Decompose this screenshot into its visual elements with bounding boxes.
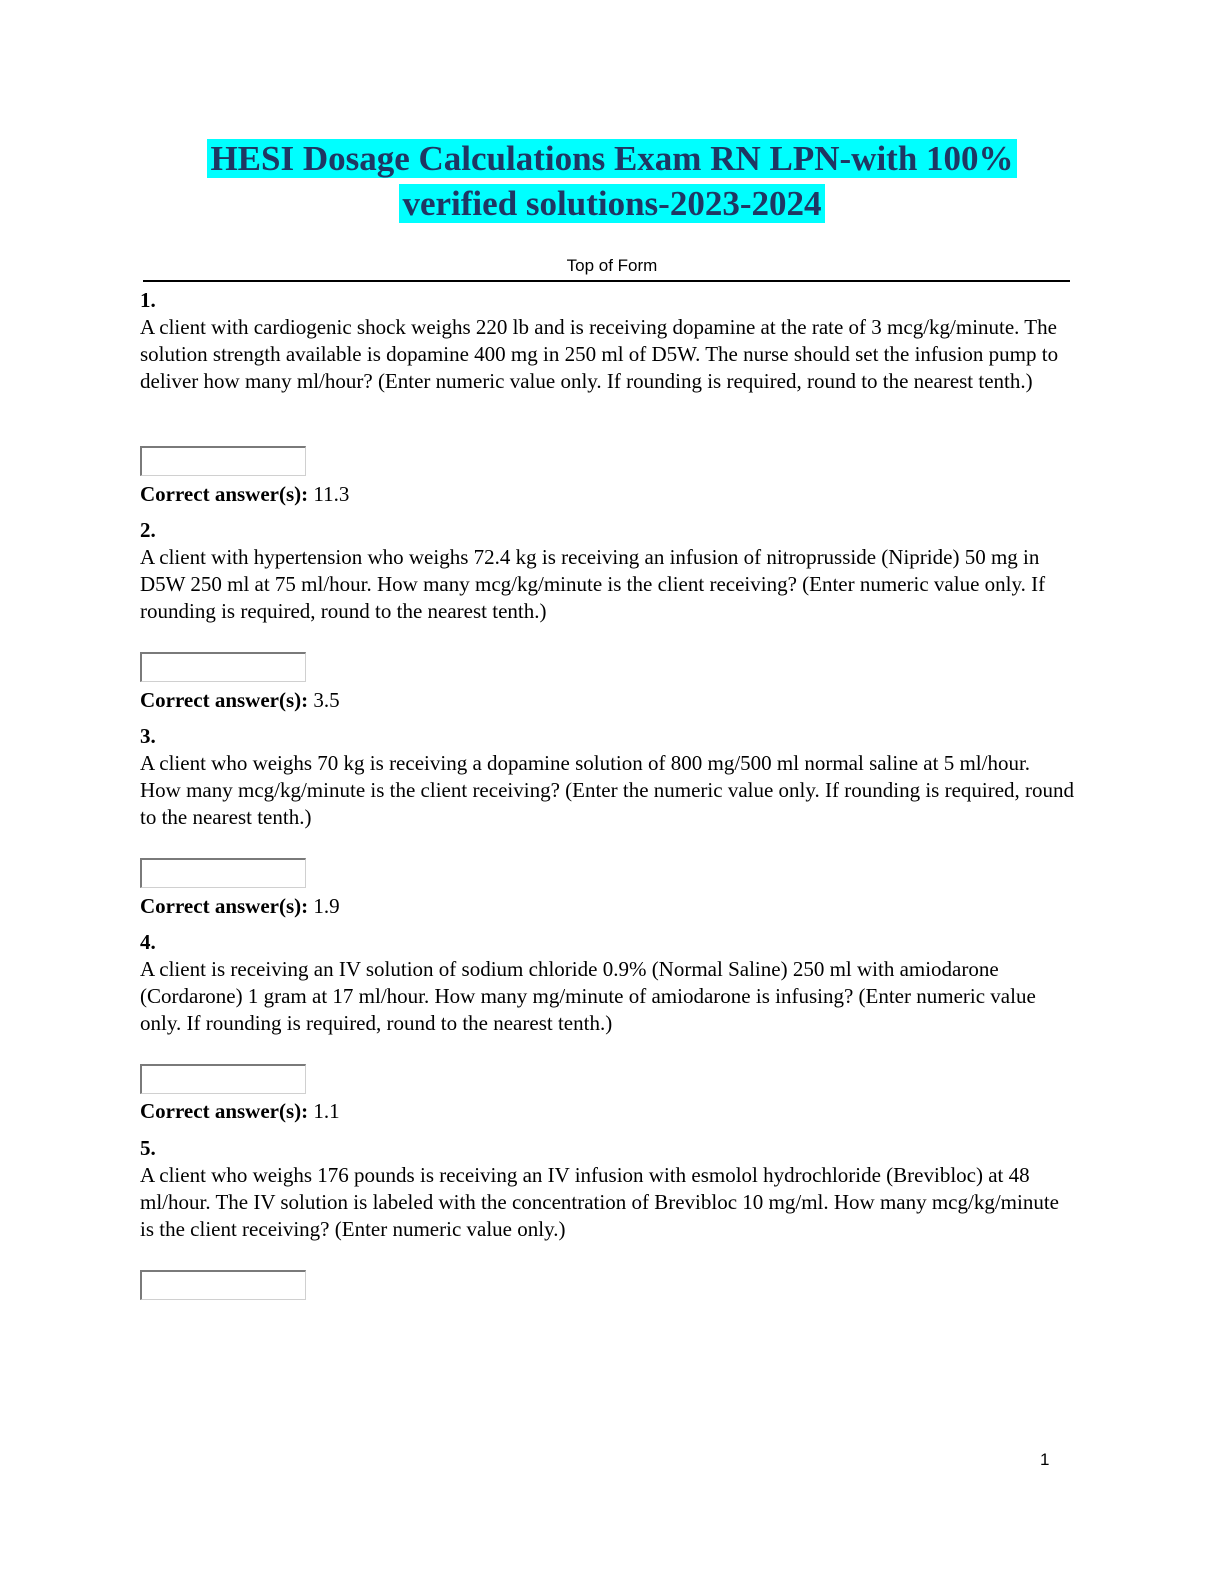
question-2 — [140, 517, 1075, 625]
question-text: A client with cardiogenic shock weighs 220 lb and is receiving dopamine at the rate of 3 mcg/kg/minute. The solution strength available is dopamine 400 mg in 250 ml of D5W. The nurse should set the infusion pump to deliver how many ml/hour? (Enter numeric value only. If rounding is required, round to the nearest tenth.) — [140, 315, 1059, 393]
page-number: 1 — [1040, 1450, 1050, 1469]
answer-input-4[interactable] — [140, 1064, 306, 1094]
correct-answer-value: 3.5 — [313, 688, 340, 712]
top-of-form-divider — [143, 280, 1070, 282]
question-text: A client who weighs 70 kg is receiving a dopamine solution of 800 mg/500 ml normal saline at 5 ml/hour. How many mcg/kg/minute is the client receiving? (Enter the numeric value only. If rounding is required, round to the nearest tenth.) — [140, 751, 1075, 829]
answer-input-3[interactable] — [140, 858, 306, 888]
question-1 — [140, 287, 1075, 395]
correct-answer-value: 1.9 — [313, 894, 340, 918]
correct-answer-label: Correct answer(s): — [140, 1099, 309, 1123]
question-number: 4. — [140, 930, 156, 954]
question-text: A client who weighs 176 pounds is receiving an IV infusion with esmolol hydrochloride (Brevibloc) at 48 ml/hour. The IV solution is labeled with the concentration of Brevibloc 10 mg/ml. How many mcg/kg/minute is the client receiving? (Enter numeric value only.) — [140, 1163, 1059, 1241]
answer-input-1[interactable] — [140, 446, 306, 476]
question-4 — [140, 929, 1075, 1037]
question-number: 3. — [140, 724, 156, 748]
correct-answer-1 — [140, 481, 349, 508]
title-line-1: HESI Dosage Calculations Exam RN LPN-with 100% — [207, 139, 1016, 178]
answer-input-2[interactable] — [140, 652, 306, 682]
title-line-2: verified solutions-2023-2024 — [399, 184, 824, 223]
answer-input-5[interactable] — [140, 1270, 306, 1300]
question-3 — [140, 723, 1075, 831]
top-of-form-label: Top of Form — [566, 256, 658, 275]
question-number: 2. — [140, 518, 156, 542]
question-number: 5. — [140, 1136, 156, 1160]
correct-answer-4 — [140, 1098, 340, 1125]
document-title — [0, 136, 1224, 226]
correct-answer-label: Correct answer(s): — [140, 688, 309, 712]
question-text: A client with hypertension who weighs 72.4 kg is receiving an infusion of nitroprusside (Nipride) 50 mg in D5W 250 ml at 75 ml/hour. How many mcg/kg/minute is the client receiving? (Enter numeric value only. If rounding is required, round to the nearest tenth.) — [140, 545, 1046, 623]
question-text: A client is receiving an IV solution of sodium chloride 0.9% (Normal Saline) 250 ml with amiodarone (Cordarone) 1 gram at 17 ml/hour. How many mg/minute of amiodarone is infusing? (Enter numeric value only. If rounding is required, round to the nearest tenth.) — [140, 957, 1036, 1035]
correct-answer-value: 11.3 — [313, 482, 350, 506]
correct-answer-value: 1.1 — [313, 1099, 340, 1123]
correct-answer-3 — [140, 893, 340, 920]
correct-answer-label: Correct answer(s): — [140, 482, 309, 506]
correct-answer-label: Correct answer(s): — [140, 894, 309, 918]
correct-answer-2 — [140, 687, 340, 714]
question-number: 1. — [140, 288, 156, 312]
question-5 — [140, 1135, 1075, 1243]
